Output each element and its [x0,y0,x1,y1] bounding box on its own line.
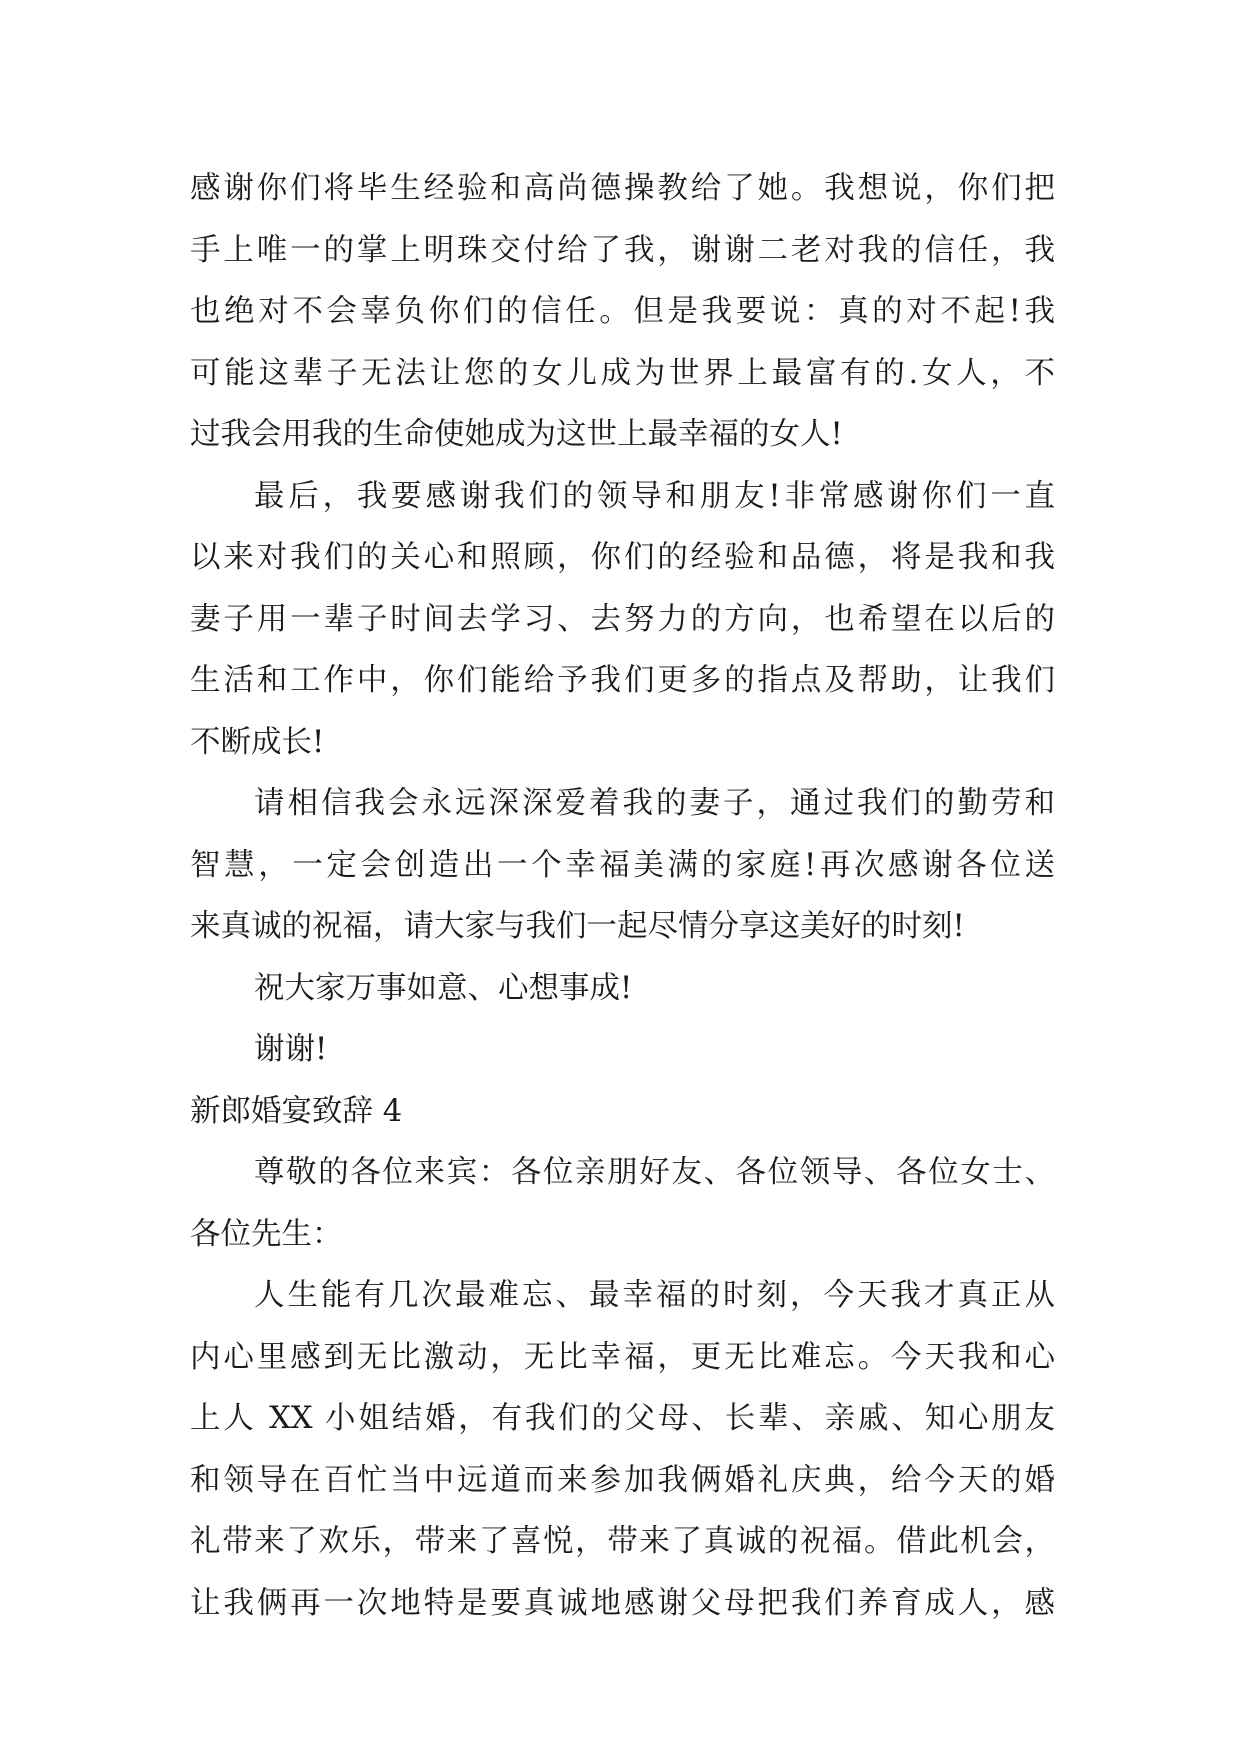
text-line: 请相信我会永远深深爱着我的妻子，通过我们的勤劳和 [254,786,1055,821]
text-line: 也绝对不会辜负你们的信任。但是我要说：真的对不起!我 [190,294,1055,329]
text-line: 生活和工作中，你们能给予我们更多的指点及帮助，让我们 [190,663,1055,698]
text-line: 人生能有几次最难忘、最幸福的时刻，今天我才真正从 [254,1278,1055,1313]
text-line: 上人 XX 小姐结婚，有我们的父母、长辈、亲戚、知心朋友 [190,1401,1055,1436]
text-line: 让我俩再一次地特是要真诚地感谢父母把我们养育成人，感 [190,1585,1055,1621]
document-body [190,158,1055,1634]
text-line: 不断成长! [190,724,325,760]
text-line: 以来对我们的关心和照顾，你们的经验和品德，将是我和我 [190,540,1055,575]
text-line: 祝大家万事如意、心想事成! [254,970,633,1006]
text-line: 各位先生： [190,1216,343,1252]
text-line: 妻子用一辈子时间去学习、去努力的方向，也希望在以后的 [190,601,1055,637]
text-line: 谢谢! [254,1032,328,1067]
text-line: 内心里感到无比激动，无比幸福，更无比难忘。今天我和心 [190,1339,1055,1375]
section-heading: 新郎婚宴致辞 4 [190,1093,403,1129]
text-line: 智慧，一定会创造出一个幸福美满的家庭!再次感谢各位送 [190,847,1055,883]
text-line: 来真诚的祝福，请大家与我们一起尽情分享这美好的时刻! [190,909,965,944]
text-line: 感谢你们将毕生经验和高尚德操教给了她。我想说，你们把 [190,171,1055,206]
text-line: 尊敬的各位来宾：各位亲朋好友、各位领导、各位女士、 [254,1155,1055,1190]
text-line: 过我会用我的生命使她成为这世上最幸福的女人! [190,417,843,452]
text-line: 和领导在百忙当中远道而来参加我俩婚礼庆典，给今天的婚 [190,1462,1055,1498]
text-line: 可能这辈子无法让您的女儿成为世界上最富有的.女人，不 [190,355,1055,391]
text-line: 最后，我要感谢我们的领导和朋友!非常感谢你们一直 [254,478,1055,514]
text-line: 手上唯一的掌上明珠交付给了我，谢谢二老对我的信任，我 [190,232,1055,268]
text-line: 礼带来了欢乐，带来了喜悦，带来了真诚的祝福。借此机会， [190,1524,1055,1559]
